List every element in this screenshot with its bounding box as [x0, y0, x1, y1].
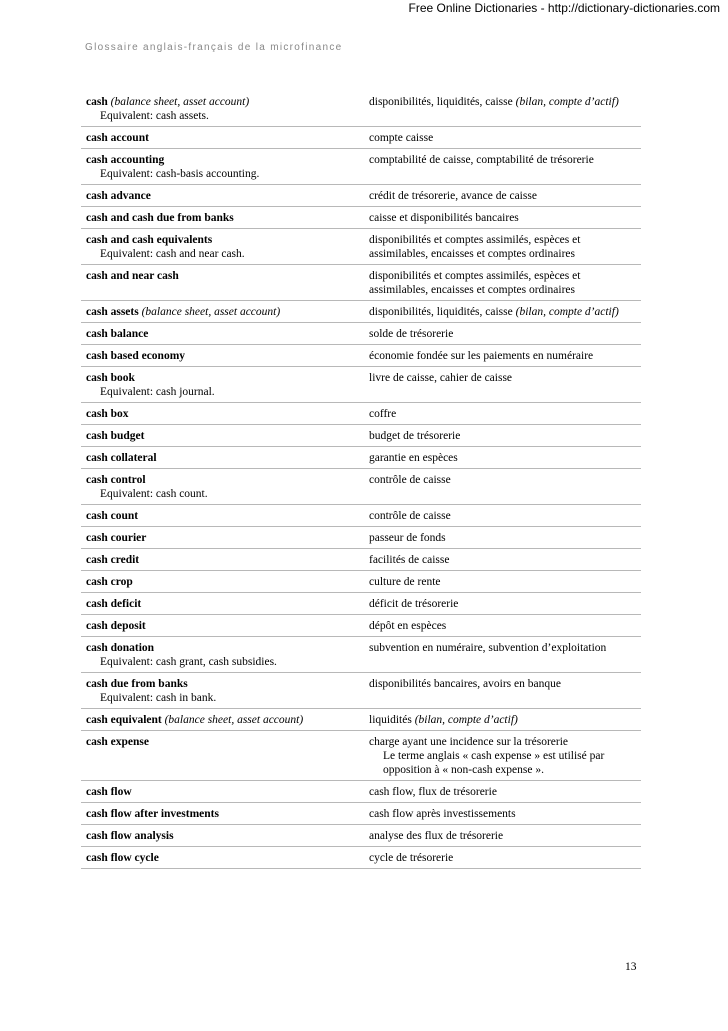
- english-column: [81, 185, 363, 206]
- glossary-entry: [81, 709, 641, 731]
- english-term: cash expense: [86, 736, 149, 748]
- english-column: [81, 149, 363, 184]
- english-term: cash credit: [86, 554, 140, 566]
- french-translation: cycle de trésorerie: [369, 852, 454, 864]
- french-translation: disponibilités et comptes assimilés, espèces et assimilables, encaisses et comptes ordinaires: [369, 270, 581, 296]
- french-translation: disponibilités, liquidités, caisse: [369, 96, 513, 108]
- french-column: [363, 637, 641, 672]
- french-translation: charge ayant une incidence sur la trésorerie: [369, 736, 569, 748]
- glossary-entry: [81, 185, 641, 207]
- english-term: cash control: [86, 474, 146, 486]
- glossary-entry: [81, 593, 641, 615]
- french-column: [363, 615, 641, 636]
- glossary-entry: [81, 149, 641, 185]
- equivalent-note: Equivalent: cash assets.: [100, 110, 209, 122]
- english-qualifier: (balance sheet, asset account): [110, 96, 250, 108]
- french-translation: passeur de fonds: [369, 532, 446, 544]
- english-term: cash flow: [86, 786, 132, 798]
- english-column: [81, 403, 363, 424]
- equivalent-note: Equivalent: cash count.: [100, 488, 208, 500]
- french-column: [363, 229, 641, 264]
- french-translation: contrôle de caisse: [369, 510, 451, 522]
- french-column: [363, 847, 641, 868]
- english-term: cash assets: [86, 306, 139, 318]
- french-translation: liquidités: [369, 714, 412, 726]
- french-translation: livre de caisse, cahier de caisse: [369, 372, 513, 384]
- page-number: 13: [625, 961, 637, 973]
- english-column: [81, 345, 363, 366]
- glossary-entry: [81, 505, 641, 527]
- english-term: cash account: [86, 132, 149, 144]
- french-translation: économie fondée sur les paiements en numéraire: [369, 350, 594, 362]
- english-column: [81, 731, 363, 780]
- english-column: [81, 447, 363, 468]
- english-column: [81, 615, 363, 636]
- glossary-entry: [81, 781, 641, 803]
- glossary-entry: [81, 803, 641, 825]
- glossary-entry: [81, 229, 641, 265]
- english-term: cash and cash due from banks: [86, 212, 234, 224]
- french-translation: déficit de trésorerie: [369, 598, 459, 610]
- french-column: [363, 91, 641, 126]
- english-term: cash: [86, 96, 108, 108]
- french-translation: comptabilité de caisse, comptabilité de trésorerie: [369, 154, 594, 166]
- french-translation: culture de rente: [369, 576, 441, 588]
- french-translation: disponibilités, liquidités, caisse: [369, 306, 513, 318]
- english-term: cash collateral: [86, 452, 157, 464]
- glossary-entry: [81, 549, 641, 571]
- english-column: [81, 637, 363, 672]
- english-column: [81, 229, 363, 264]
- french-column: [363, 593, 641, 614]
- glossary-entry: [81, 825, 641, 847]
- equivalent-note: Equivalent: cash-basis accounting.: [100, 168, 260, 180]
- site-banner: Free Online Dictionaries - http://dictionary-dictionaries.com: [408, 1, 720, 15]
- english-term: cash flow after investments: [86, 808, 219, 820]
- french-column: [363, 469, 641, 504]
- english-column: [81, 825, 363, 846]
- english-term: cash due from banks: [86, 678, 188, 690]
- glossary-entry: [81, 469, 641, 505]
- equivalent-note: Equivalent: cash grant, cash subsidies.: [100, 656, 277, 668]
- glossary-entry: [81, 425, 641, 447]
- english-column: [81, 527, 363, 548]
- french-translation: subvention en numéraire, subvention d’exploitation: [369, 642, 607, 654]
- english-column: [81, 323, 363, 344]
- french-column: [363, 447, 641, 468]
- glossary-entry: [81, 345, 641, 367]
- english-term: cash deposit: [86, 620, 146, 632]
- french-translation: coffre: [369, 408, 397, 420]
- french-column: [363, 207, 641, 228]
- glossary-entry: [81, 301, 641, 323]
- french-column: [363, 403, 641, 424]
- english-column: [81, 847, 363, 868]
- english-column: [81, 207, 363, 228]
- french-column: [363, 731, 641, 780]
- french-translation: cash flow après investissements: [369, 808, 516, 820]
- french-column: [363, 127, 641, 148]
- english-term: cash and cash equivalents: [86, 234, 213, 246]
- glossary-entry: [81, 847, 641, 869]
- french-column: [363, 345, 641, 366]
- french-column: [363, 527, 641, 548]
- french-column: [363, 367, 641, 402]
- french-qualifier: (bilan, compte d’actif): [515, 96, 619, 108]
- french-translation: garantie en espèces: [369, 452, 458, 464]
- english-column: [81, 505, 363, 526]
- english-column: [81, 803, 363, 824]
- english-term: cash deficit: [86, 598, 142, 610]
- english-column: [81, 571, 363, 592]
- english-term: cash box: [86, 408, 129, 420]
- english-term: cash flow analysis: [86, 830, 174, 842]
- glossary-entry: [81, 323, 641, 345]
- glossary-entry: [81, 673, 641, 709]
- french-translation: analyse des flux de trésorerie: [369, 830, 504, 842]
- english-column: [81, 593, 363, 614]
- english-column: [81, 549, 363, 570]
- french-column: [363, 265, 641, 300]
- equivalent-note: Equivalent: cash in bank.: [100, 692, 217, 704]
- glossary-entry: [81, 403, 641, 425]
- french-translation: cash flow, flux de trésorerie: [369, 786, 497, 798]
- french-column: [363, 781, 641, 802]
- english-term: cash budget: [86, 430, 145, 442]
- english-term: cash count: [86, 510, 139, 522]
- french-column: [363, 673, 641, 708]
- english-column: [81, 127, 363, 148]
- glossary-entry: [81, 91, 641, 127]
- english-qualifier: (balance sheet, asset account): [164, 714, 304, 726]
- french-column: [363, 425, 641, 446]
- english-column: [81, 709, 363, 730]
- french-column: [363, 803, 641, 824]
- english-term: cash balance: [86, 328, 149, 340]
- english-term: cash advance: [86, 190, 151, 202]
- french-column: [363, 149, 641, 184]
- french-qualifier: (bilan, compte d’actif): [515, 306, 619, 318]
- glossary-entry: [81, 637, 641, 673]
- english-column: [81, 673, 363, 708]
- english-term: cash crop: [86, 576, 133, 588]
- french-translation: disponibilités bancaires, avoirs en banque: [369, 678, 561, 690]
- english-term: cash donation: [86, 642, 155, 654]
- french-column: [363, 185, 641, 206]
- english-qualifier: (balance sheet, asset account): [141, 306, 281, 318]
- glossary-entry: [81, 615, 641, 637]
- english-column: [81, 91, 363, 126]
- english-term: cash accounting: [86, 154, 165, 166]
- french-translation: budget de trésorerie: [369, 430, 461, 442]
- french-translation: crédit de trésorerie, avance de caisse: [369, 190, 537, 202]
- usage-note: Le terme anglais « cash expense » est utilisé par opposition à « non-cash expense ».: [383, 750, 605, 776]
- english-term: cash book: [86, 372, 135, 384]
- french-translation: contrôle de caisse: [369, 474, 451, 486]
- glossary-entry: [81, 207, 641, 229]
- document-title: Glossaire anglais-français de la microfinance: [85, 42, 343, 53]
- french-translation: caisse et disponibilités bancaires: [369, 212, 519, 224]
- english-column: [81, 301, 363, 322]
- french-column: [363, 571, 641, 592]
- english-term: cash and near cash: [86, 270, 179, 282]
- french-column: [363, 709, 641, 730]
- english-term: cash equivalent: [86, 714, 162, 726]
- english-column: [81, 781, 363, 802]
- glossary-entry: [81, 447, 641, 469]
- glossary-entry: [81, 265, 641, 301]
- french-column: [363, 301, 641, 322]
- english-term: cash courier: [86, 532, 147, 544]
- glossary-entry: [81, 527, 641, 549]
- equivalent-note: Equivalent: cash journal.: [100, 386, 215, 398]
- english-column: [81, 469, 363, 504]
- french-translation: solde de trésorerie: [369, 328, 454, 340]
- equivalent-note: Equivalent: cash and near cash.: [100, 248, 245, 260]
- english-column: [81, 367, 363, 402]
- glossary-entry: [81, 127, 641, 149]
- english-column: [81, 265, 363, 300]
- english-term: cash based economy: [86, 350, 186, 362]
- glossary-entry: [81, 571, 641, 593]
- french-translation: compte caisse: [369, 132, 434, 144]
- french-translation: disponibilités et comptes assimilés, espèces et assimilables, encaisses et comptes ordinaires: [369, 234, 581, 260]
- english-column: [81, 425, 363, 446]
- french-column: [363, 549, 641, 570]
- french-qualifier: (bilan, compte d’actif): [414, 714, 518, 726]
- french-column: [363, 825, 641, 846]
- french-column: [363, 505, 641, 526]
- glossary-entry: [81, 367, 641, 403]
- french-translation: facilités de caisse: [369, 554, 450, 566]
- english-term: cash flow cycle: [86, 852, 159, 864]
- glossary-table: [81, 91, 641, 869]
- french-translation: dépôt en espèces: [369, 620, 447, 632]
- glossary-entry: [81, 731, 641, 781]
- french-column: [363, 323, 641, 344]
